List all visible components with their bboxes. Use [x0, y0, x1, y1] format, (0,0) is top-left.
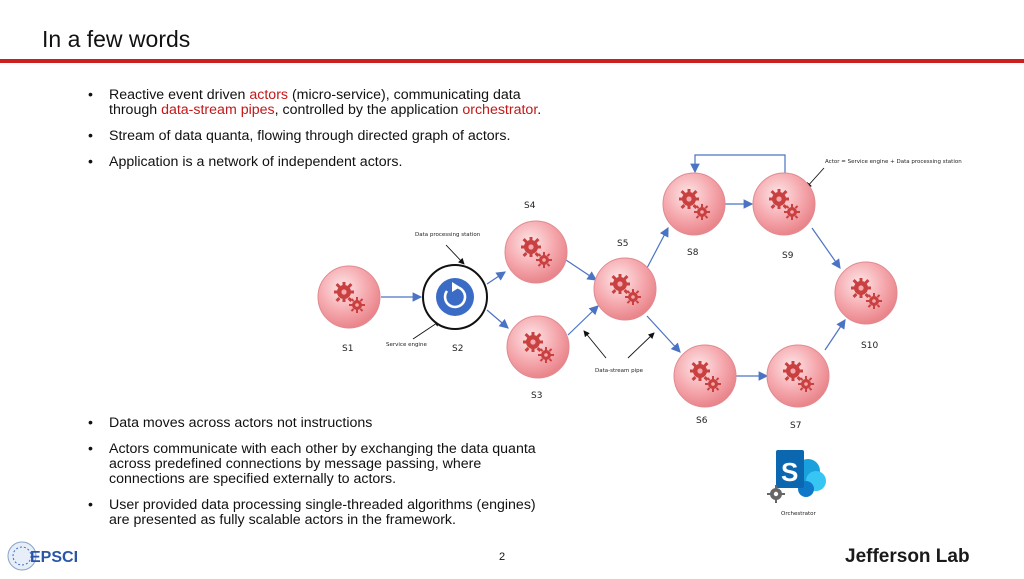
sharepoint-icon	[776, 450, 826, 497]
actor-node-s4	[505, 221, 567, 283]
annotation-orchestrator: Orchestrator	[781, 511, 816, 517]
pointer-pipe-left	[584, 331, 606, 358]
pipe-s2-s3	[487, 310, 508, 328]
pipe-s5-s8	[647, 228, 668, 268]
bullet-item: • Stream of data quanta, flowing through directed graph of actors.	[88, 129, 558, 144]
actor-node-s5	[594, 258, 656, 320]
pipe-s4-s5	[566, 260, 596, 280]
annotation-data-stream-pipe: Data-stream pipe	[595, 368, 644, 374]
actor-node-s8	[663, 173, 725, 235]
refresh-icon	[436, 278, 474, 316]
actor-node-s1	[318, 266, 380, 328]
jefferson-lab-logo: Jefferson Lab	[845, 546, 970, 567]
actor-node-s10	[835, 262, 897, 324]
bullet-item: • User provided data processing single-threaded algorithms (engines) are presented as fully scalable actors in the framework.	[88, 498, 558, 528]
bullet-text: .	[537, 102, 542, 118]
node-label-s4: S4	[524, 201, 536, 211]
pipe-s9-s10	[812, 228, 840, 268]
bullet-item: • Data moves across actors not instructions	[88, 416, 558, 431]
highlight-pipes: data-stream pipes	[161, 102, 275, 118]
node-label-s8: S8	[687, 248, 699, 258]
actor-node-s7	[767, 345, 829, 407]
node-label-s9: S9	[782, 251, 794, 261]
highlight-orchestrator: orchestrator	[462, 102, 538, 118]
highlight-actors: actors	[249, 87, 289, 103]
node-label-s3: S3	[531, 391, 543, 401]
pointer-pipe-right	[628, 333, 654, 358]
pipe-s2-s4	[487, 272, 505, 284]
orchestrator-letter: S	[781, 457, 799, 487]
epsci-logo-graphic	[6, 538, 86, 574]
bullet-text: (micro-service), communicating data through	[109, 87, 521, 118]
bullet-item: • Application is a network of independent actors.	[88, 155, 558, 170]
annotation-data-processing-station: Data processing station	[415, 232, 481, 238]
node-label-s2: S2	[452, 344, 464, 354]
bullet-text: , controlled by the application	[274, 102, 463, 118]
node-label-s10: S10	[861, 341, 879, 351]
bullet-text: Reactive event driven	[109, 87, 250, 103]
pipe-s9-s8-feedback	[695, 155, 785, 173]
pointer-data-processing-station	[446, 245, 464, 264]
annotation-service-engine: Service engine	[386, 342, 427, 348]
pipe-s5-s6	[647, 316, 680, 352]
node-label-s6: S6	[696, 416, 708, 426]
epsci-logo-text: EPSCI	[30, 549, 79, 566]
pipe-s3-s5	[568, 306, 598, 335]
page-number: 2	[499, 551, 506, 563]
node-label-s1: S1	[342, 344, 354, 354]
actor-node-s2	[423, 265, 487, 329]
annotation-actor-definition: Actor = Service engine + Data processing station	[825, 159, 962, 165]
epsci-logo	[6, 538, 86, 574]
node-label-s5: S5	[617, 239, 629, 249]
node-label-s7: S7	[790, 421, 802, 431]
actor-node-s3	[507, 316, 569, 378]
pipe-s7-s10	[825, 320, 845, 350]
actor-node-s9	[753, 173, 815, 235]
actor-node-s6	[674, 345, 736, 407]
page-title: In a few words	[42, 26, 191, 52]
bullet-item: • Actors communicate with each other by exchanging the data quanta across predefined connections by message passing, where connections are specified externally to actors.	[88, 442, 558, 487]
